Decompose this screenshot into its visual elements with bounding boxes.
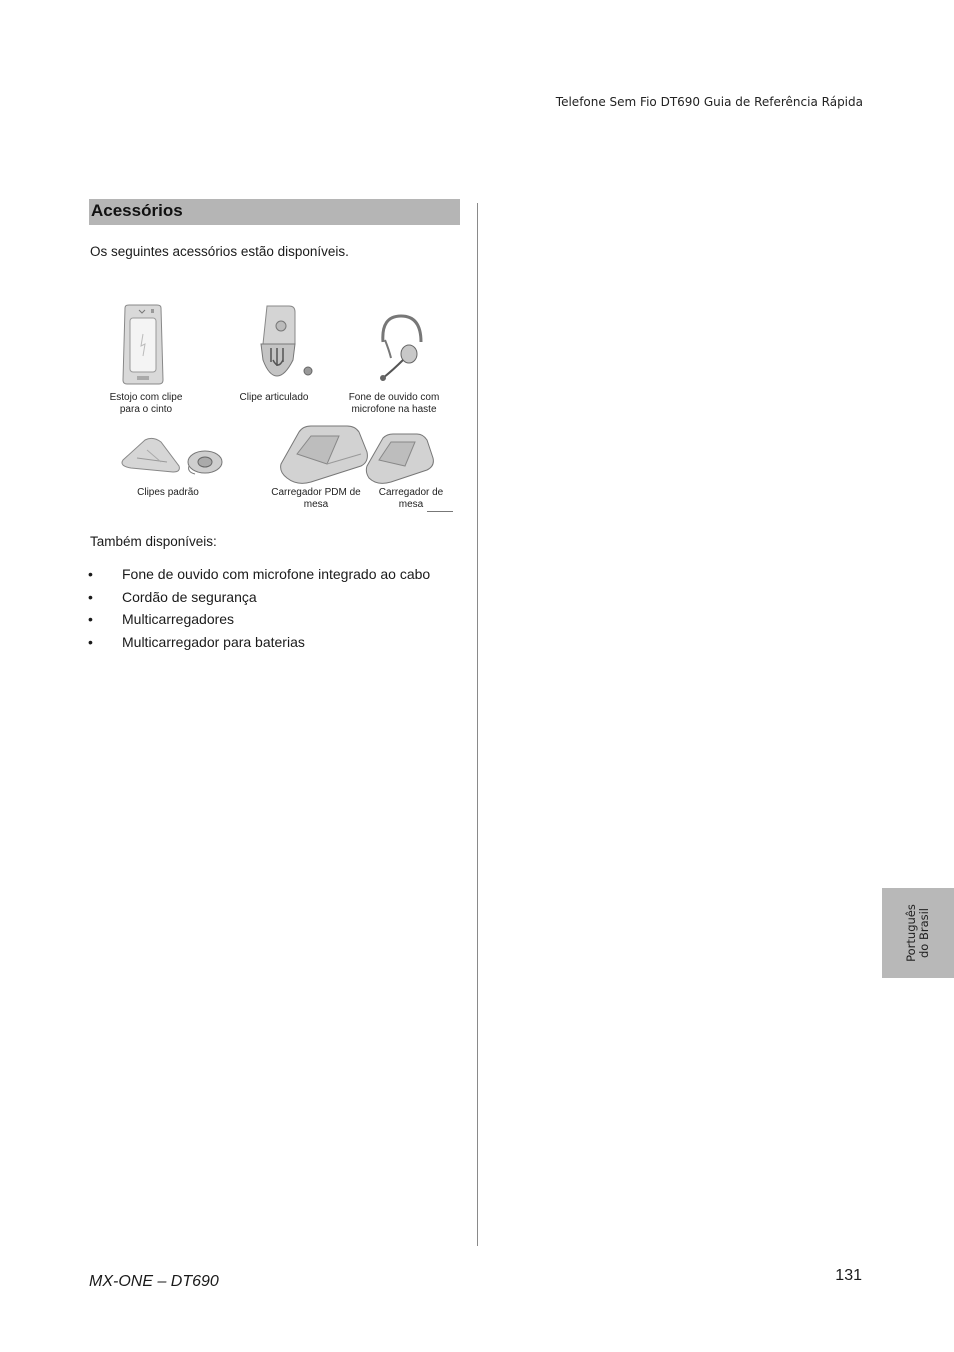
standard-clips-illustration (117, 436, 227, 480)
list-item-text: Cordão de segurança (122, 588, 257, 605)
headset-label: Fone de ouvido com microfone na haste (348, 392, 440, 415)
figure-rule (427, 511, 453, 512)
belt-case-illustration (121, 304, 165, 386)
footer-product: MX-ONE – DT690 (89, 1273, 219, 1290)
desktop-charger-illustration (363, 432, 435, 486)
pdm-charger-label: Carregador PDM de mesa (271, 487, 361, 510)
bullet-marker: • (88, 611, 93, 628)
language-tab-line-2: do Brasil (917, 907, 931, 959)
section-heading-bar (89, 199, 460, 225)
running-header: Telefone Sem Fio DT690 Guia de Referência Rápida (555, 95, 863, 109)
language-side-tab (882, 888, 954, 978)
desktop-charger-label: Carregador de mesa (378, 487, 444, 510)
language-tab-text (905, 904, 931, 962)
also-available-heading: Também disponíveis: (90, 534, 217, 549)
headset-illustration (375, 312, 427, 386)
belt-case-label: Estojo com clipe para o cinto (109, 392, 183, 415)
standard-clips-label: Clipes padrão (137, 487, 199, 498)
swivel-clip-label: Clipe articulado (239, 392, 309, 403)
bullet-marker: • (88, 588, 93, 605)
section-title: Acessórios (91, 201, 183, 220)
page-number: 131 (835, 1267, 862, 1284)
accessories-figure (95, 296, 460, 518)
pdm-charger-illustration (277, 424, 369, 486)
language-tab-line-1: Português (904, 904, 918, 962)
list-item-text: Multicarregadores (122, 611, 235, 628)
list-item-text: Fone de ouvido com microfone integrado ao cabo (122, 566, 431, 582)
list-item-text: Multicarregador para baterias (122, 633, 305, 650)
column-divider (477, 203, 478, 1246)
intro-paragraph: Os seguintes acessórios estão disponíveis. (90, 244, 349, 259)
bullet-marker: • (88, 633, 93, 650)
bullet-marker: • (88, 566, 93, 582)
swivel-clip-illustration (259, 304, 319, 380)
